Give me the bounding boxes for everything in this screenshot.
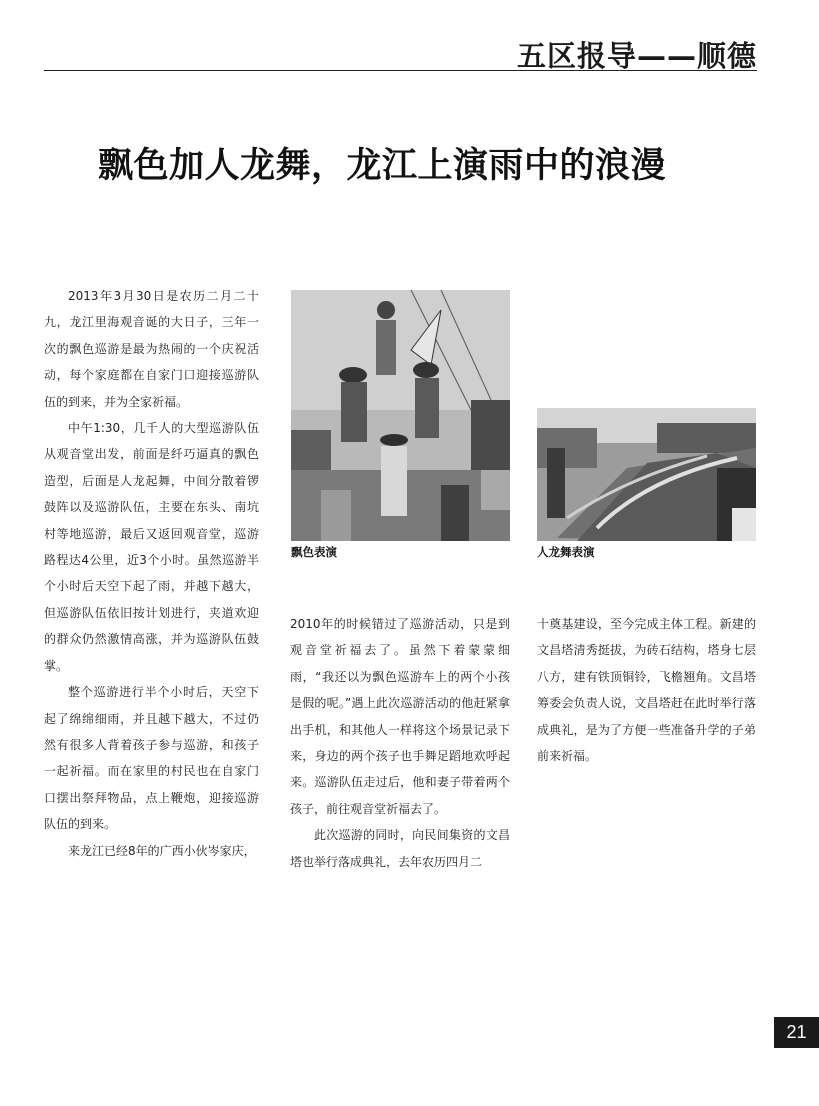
paragraph: 来龙江已经8年的广西小伙岑家庆，: [68, 843, 256, 858]
piaose-parade-photo: [291, 290, 510, 541]
photo-caption: 飘色表演: [291, 545, 337, 559]
paragraph: 中午1:30，几千人的大型巡游队伍从观音堂出发，前面是纤巧逼真的飘色造型，后面是人龙起舞，中间分散着锣鼓阵以及巡游队伍，主要在东头、南坑村等地巡游，最后又返回观音堂，巡游路程达4公里，近3个小时。虽然巡游半个小时后天空下起了雨，并越下越大，但巡游队伍依旧按计划进行，夹道欢迎的群众仍然激情高涨，并为巡游队伍鼓掌。: [44, 421, 259, 673]
paragraph: 2013年3月30日是农历二月二十九，龙江里海观音诞的大日子，三年一次的飘色巡游是最为热闹的一个庆祝活动，每个家庭都在自家门口迎接巡游队伍的到来，并为全家祈福。: [44, 289, 259, 409]
header-divider: [44, 70, 757, 71]
page-number: 21: [774, 1017, 819, 1048]
section-header: 五区报导——顺德: [516, 39, 757, 73]
human-dragon-dance-photo: [537, 408, 756, 541]
article-column-1: [44, 283, 259, 864]
paragraph: 2010年的时候错过了巡游活动，只是到观音堂祈福去了。虽然下着蒙蒙细雨，“我还以为飘色巡游车上的两个小孩是假的呢。”遇上此次巡游活动的他赶紧拿出手机，和其他人一样将这个场景记录下来，身边的两个孩子也手舞足蹈地欢呼起来。巡游队伍走过后，他和妻子带着两个孩子，前往观音堂祈福去了。: [290, 617, 510, 816]
article-column-3: [537, 611, 756, 769]
paragraph: 此次巡游的同时，向民间集资的文昌塔也举行落成典礼，去年农历四月二: [290, 828, 510, 869]
paragraph: 整个巡游进行半个小时后，天空下起了绵绵细雨，并且越下越大，不过仍然有很多人背着孩子参与巡游，和孩子一起祈福。而在家里的村民也在自家门口摆出祭拜物品，点上鞭炮，迎接巡游队伍的到来。: [44, 685, 259, 832]
photo-caption: 人龙舞表演: [537, 545, 595, 559]
article-headline: 飘色加人龙舞，龙江上演雨中的浪漫: [98, 146, 667, 186]
paragraph: 十奠基建设，至今完成主体工程。新建的文昌塔清秀挺拔，为砖石结构，塔身七层八方，建有铁顶铜铃，飞檐翘角。文昌塔筹委会负责人说，文昌塔赶在此时举行落成典礼，是为了方便一些准备升学的子弟前来祈福。: [537, 617, 756, 764]
article-column-2: [290, 611, 510, 875]
